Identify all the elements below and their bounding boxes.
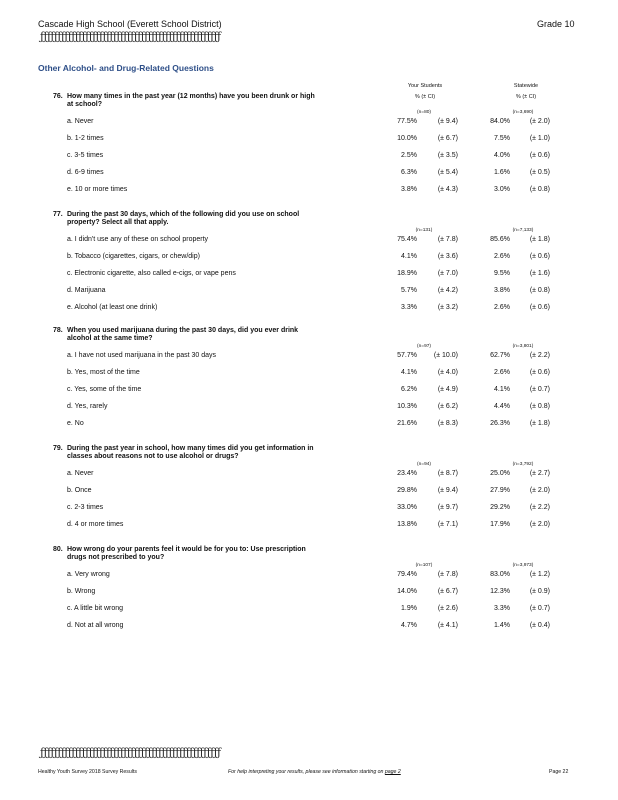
- option-label: e. Alcohol (at least one drink): [67, 304, 158, 311]
- state-percent: 1.6%: [494, 169, 510, 176]
- question-number: 76.: [53, 93, 63, 100]
- option-label: c. 3-5 times: [67, 152, 104, 159]
- state-sample-size: (n=3,973): [512, 563, 534, 568]
- school-percent: 5.7%: [401, 287, 417, 294]
- school-percent: 4.1%: [401, 369, 417, 376]
- school-percent: 75.4%: [397, 236, 417, 243]
- question-line: at school?: [67, 101, 103, 108]
- state-ci: (± 0.6): [529, 304, 550, 311]
- state-percent: 26.3%: [490, 420, 510, 427]
- state-ci: (± 2.0): [529, 487, 550, 494]
- question-text: [53, 546, 306, 554]
- school-ci: (± 9.7): [437, 504, 458, 511]
- state-percent: 17.9%: [490, 521, 510, 528]
- state-percent: 62.7%: [490, 352, 510, 359]
- state-percent: 12.3%: [490, 588, 510, 595]
- option-label: e. No: [67, 420, 84, 427]
- question-text: [53, 445, 314, 453]
- school-percent: 10.3%: [397, 403, 417, 410]
- school-ci: (± 4.3): [437, 186, 458, 193]
- state-percent: 84.0%: [490, 118, 510, 125]
- school-ci: (± 2.6): [437, 605, 458, 612]
- school-percent: 29.8%: [397, 487, 417, 494]
- school-percent: 6.2%: [401, 386, 417, 393]
- school-name: Cascade High School (Everett School District): [38, 19, 222, 29]
- option-label: c. Yes, some of the time: [67, 386, 142, 393]
- school-ci: (± 3.5): [437, 152, 458, 159]
- question-line: drugs not prescribed to you?: [67, 554, 165, 561]
- state-percent: 29.2%: [490, 504, 510, 511]
- school-percent: 18.9%: [397, 270, 417, 277]
- state-ci: (± 0.6): [529, 152, 550, 159]
- state-ci: (± 2.7): [529, 470, 550, 477]
- school-ci: (± 5.4): [437, 169, 458, 176]
- footer-help-label: For help interpreting your results, please see information starting on: [228, 769, 384, 775]
- question-78: [53, 327, 298, 343]
- question-line: When you used marijuana during the past 30 days, did you ever drink: [67, 327, 299, 334]
- question-80: [53, 546, 306, 562]
- footer-survey-name: Healthy Youth Survey 2018 Survey Results: [38, 769, 137, 775]
- school-percent: 2.5%: [401, 152, 417, 159]
- state-percent: 83.0%: [490, 571, 510, 578]
- state-ci: (± 0.6): [529, 369, 550, 376]
- question-number: 80.: [53, 546, 63, 553]
- school-sample-size: (n=107): [415, 563, 433, 568]
- footer-page-link[interactable]: page 2: [384, 769, 401, 775]
- state-percent: 2.6%: [494, 369, 510, 376]
- school-ci: (± 7.1): [437, 521, 458, 528]
- option-label: b. Once: [67, 487, 92, 494]
- school-percent: 3.3%: [401, 304, 417, 311]
- state-ci: (± 0.6): [529, 253, 550, 260]
- school-percent: 4.7%: [401, 622, 417, 629]
- footer-page-number: Page 22: [549, 769, 569, 775]
- state-percent: 4.0%: [494, 152, 510, 159]
- school-sample-size: (n=94): [417, 462, 431, 467]
- school-ci: (± 4.9): [437, 386, 458, 393]
- state-ci: (± 1.8): [529, 236, 550, 243]
- question-line: How many times in the past year (12 months) have you been drunk or high: [67, 93, 315, 100]
- option-label: c. 2-3 times: [67, 504, 104, 511]
- option-label: b. Wrong: [67, 588, 96, 595]
- school-ci: (± 7.0): [437, 270, 458, 277]
- school-sample-size: (n=131): [415, 228, 433, 233]
- state-ci: (± 2.2): [529, 504, 550, 511]
- school-ci: (± 9.4): [437, 487, 458, 494]
- school-ci: (± 4.2): [437, 287, 458, 294]
- question-number: 79.: [53, 445, 63, 452]
- state-ci: (± 1.2): [529, 571, 550, 578]
- question-76: [53, 93, 315, 109]
- school-percent: 79.4%: [397, 571, 417, 578]
- school-ci: (± 7.8): [437, 236, 458, 243]
- question-77: [53, 211, 299, 227]
- state-ci: (± 2.0): [529, 118, 550, 125]
- option-label: b. Yes, most of the time: [67, 369, 140, 376]
- state-percent: 3.0%: [494, 186, 510, 193]
- bottom-divider: ƒƒƒƒƒƒƒƒƒƒƒƒƒƒƒƒƒƒƒƒƒƒƒƒƒƒƒƒƒƒƒƒƒƒƒƒƒƒƒƒƒƒƒƒƒƒƒƒƒƒƒƒ: [40, 746, 221, 759]
- statewide-pct-header: % (± CI): [515, 94, 537, 100]
- your-students-header: Your Students: [407, 83, 443, 89]
- question-79: [53, 445, 314, 461]
- state-percent: 9.5%: [494, 270, 510, 277]
- question-line: classes about reasons not to use alcohol or drugs?: [67, 453, 239, 460]
- state-percent: 25.0%: [490, 470, 510, 477]
- school-ci: (± 4.0): [437, 369, 458, 376]
- state-percent: 4.1%: [494, 386, 510, 393]
- grade-label: Grade 10: [537, 19, 575, 29]
- question-number: 78.: [53, 327, 63, 334]
- state-percent: 3.8%: [494, 287, 510, 294]
- school-ci: (± 6.7): [437, 135, 458, 142]
- state-sample-size: (n=3,801): [512, 344, 534, 349]
- state-percent: 2.6%: [494, 304, 510, 311]
- school-ci: (± 10.0): [433, 352, 458, 359]
- school-ci: (± 6.2): [437, 403, 458, 410]
- question-line: How wrong do your parents feel it would be for you to: Use prescription: [67, 546, 306, 553]
- option-label: a. Very wrong: [67, 571, 110, 578]
- question-line: property? Select all that apply.: [67, 219, 169, 226]
- school-sample-size: (n=97): [417, 344, 431, 349]
- school-percent: 6.3%: [401, 169, 417, 176]
- school-percent: 13.8%: [397, 521, 417, 528]
- state-ci: (± 0.9): [529, 588, 550, 595]
- question-text: [53, 327, 298, 335]
- state-percent: 27.9%: [490, 487, 510, 494]
- school-percent: 57.7%: [397, 352, 417, 359]
- state-percent: 2.6%: [494, 253, 510, 260]
- state-percent: 85.6%: [490, 236, 510, 243]
- school-percent: 33.0%: [397, 504, 417, 511]
- school-ci: (± 8.3): [437, 420, 458, 427]
- option-label: d. Marijuana: [67, 287, 106, 294]
- school-percent: 10.0%: [397, 135, 417, 142]
- state-percent: 3.3%: [494, 605, 510, 612]
- option-label: b. Tobacco (cigarettes, cigars, or chew/dip): [67, 253, 200, 260]
- state-ci: (± 0.8): [529, 287, 550, 294]
- school-percent: 4.1%: [401, 253, 417, 260]
- school-ci: (± 9.4): [437, 118, 458, 125]
- your-students-pct-header: % (± CI): [414, 94, 436, 100]
- school-percent: 3.8%: [401, 186, 417, 193]
- option-label: a. Never: [67, 118, 94, 125]
- school-ci: (± 3.6): [437, 253, 458, 260]
- school-percent: 14.0%: [397, 588, 417, 595]
- option-label: d. 4 or more times: [67, 521, 124, 528]
- state-ci: (± 1.8): [529, 420, 550, 427]
- state-ci: (± 2.0): [529, 521, 550, 528]
- school-sample-size: (n=80): [417, 110, 431, 115]
- state-ci: (± 0.4): [529, 622, 550, 629]
- school-percent: 1.9%: [401, 605, 417, 612]
- option-label: d. 6-9 times: [67, 169, 104, 176]
- option-label: a. Never: [67, 470, 94, 477]
- school-ci: (± 7.8): [437, 571, 458, 578]
- question-line: During the past 30 days, which of the following did you use on school: [67, 211, 300, 218]
- option-label: c. A little bit wrong: [67, 605, 124, 612]
- option-label: c. Electronic cigarette, also called e-cigs, or vape pens: [67, 270, 236, 277]
- school-ci: (± 4.1): [437, 622, 458, 629]
- option-label: b. 1-2 times: [67, 135, 104, 142]
- state-ci: (± 2.2): [529, 352, 550, 359]
- school-ci: (± 3.2): [437, 304, 458, 311]
- option-label: a. I didn't use any of these on school property: [67, 236, 209, 243]
- state-ci: (± 0.7): [529, 386, 550, 393]
- question-line: alcohol at the same time?: [67, 335, 153, 342]
- school-percent: 21.6%: [397, 420, 417, 427]
- school-percent: 77.5%: [397, 118, 417, 125]
- question-text: [53, 93, 315, 101]
- school-ci: (± 6.7): [437, 588, 458, 595]
- state-ci: (± 0.8): [529, 186, 550, 193]
- school-percent: 23.4%: [397, 470, 417, 477]
- state-sample-size: (n=3,690): [512, 110, 534, 115]
- state-ci: (± 0.7): [529, 605, 550, 612]
- question-text: [53, 211, 299, 219]
- state-ci: (± 0.5): [529, 169, 550, 176]
- question-line: During the past year in school, how many times did you get information in: [67, 445, 314, 452]
- footer-help-text: [228, 769, 401, 775]
- state-ci: (± 1.6): [529, 270, 550, 277]
- option-label: d. Not at all wrong: [67, 622, 124, 629]
- state-ci: (± 1.0): [529, 135, 550, 142]
- section-title: Other Alcohol- and Drug-Related Questions: [38, 63, 214, 73]
- state-sample-size: (n=7,133): [512, 228, 534, 233]
- option-label: e. 10 or more times: [67, 186, 128, 193]
- state-percent: 1.4%: [494, 622, 510, 629]
- statewide-header: Statewide: [513, 83, 539, 89]
- state-percent: 4.4%: [494, 403, 510, 410]
- option-label: d. Yes, rarely: [67, 403, 108, 410]
- state-sample-size: (n=3,792): [512, 462, 534, 467]
- top-divider: ƒƒƒƒƒƒƒƒƒƒƒƒƒƒƒƒƒƒƒƒƒƒƒƒƒƒƒƒƒƒƒƒƒƒƒƒƒƒƒƒƒƒƒƒƒƒƒƒƒƒƒƒ: [40, 30, 221, 43]
- state-ci: (± 0.8): [529, 403, 550, 410]
- question-number: 77.: [53, 211, 63, 218]
- option-label: a. I have not used marijuana in the past 30 days: [67, 352, 217, 359]
- school-ci: (± 8.7): [437, 470, 458, 477]
- state-percent: 7.5%: [494, 135, 510, 142]
